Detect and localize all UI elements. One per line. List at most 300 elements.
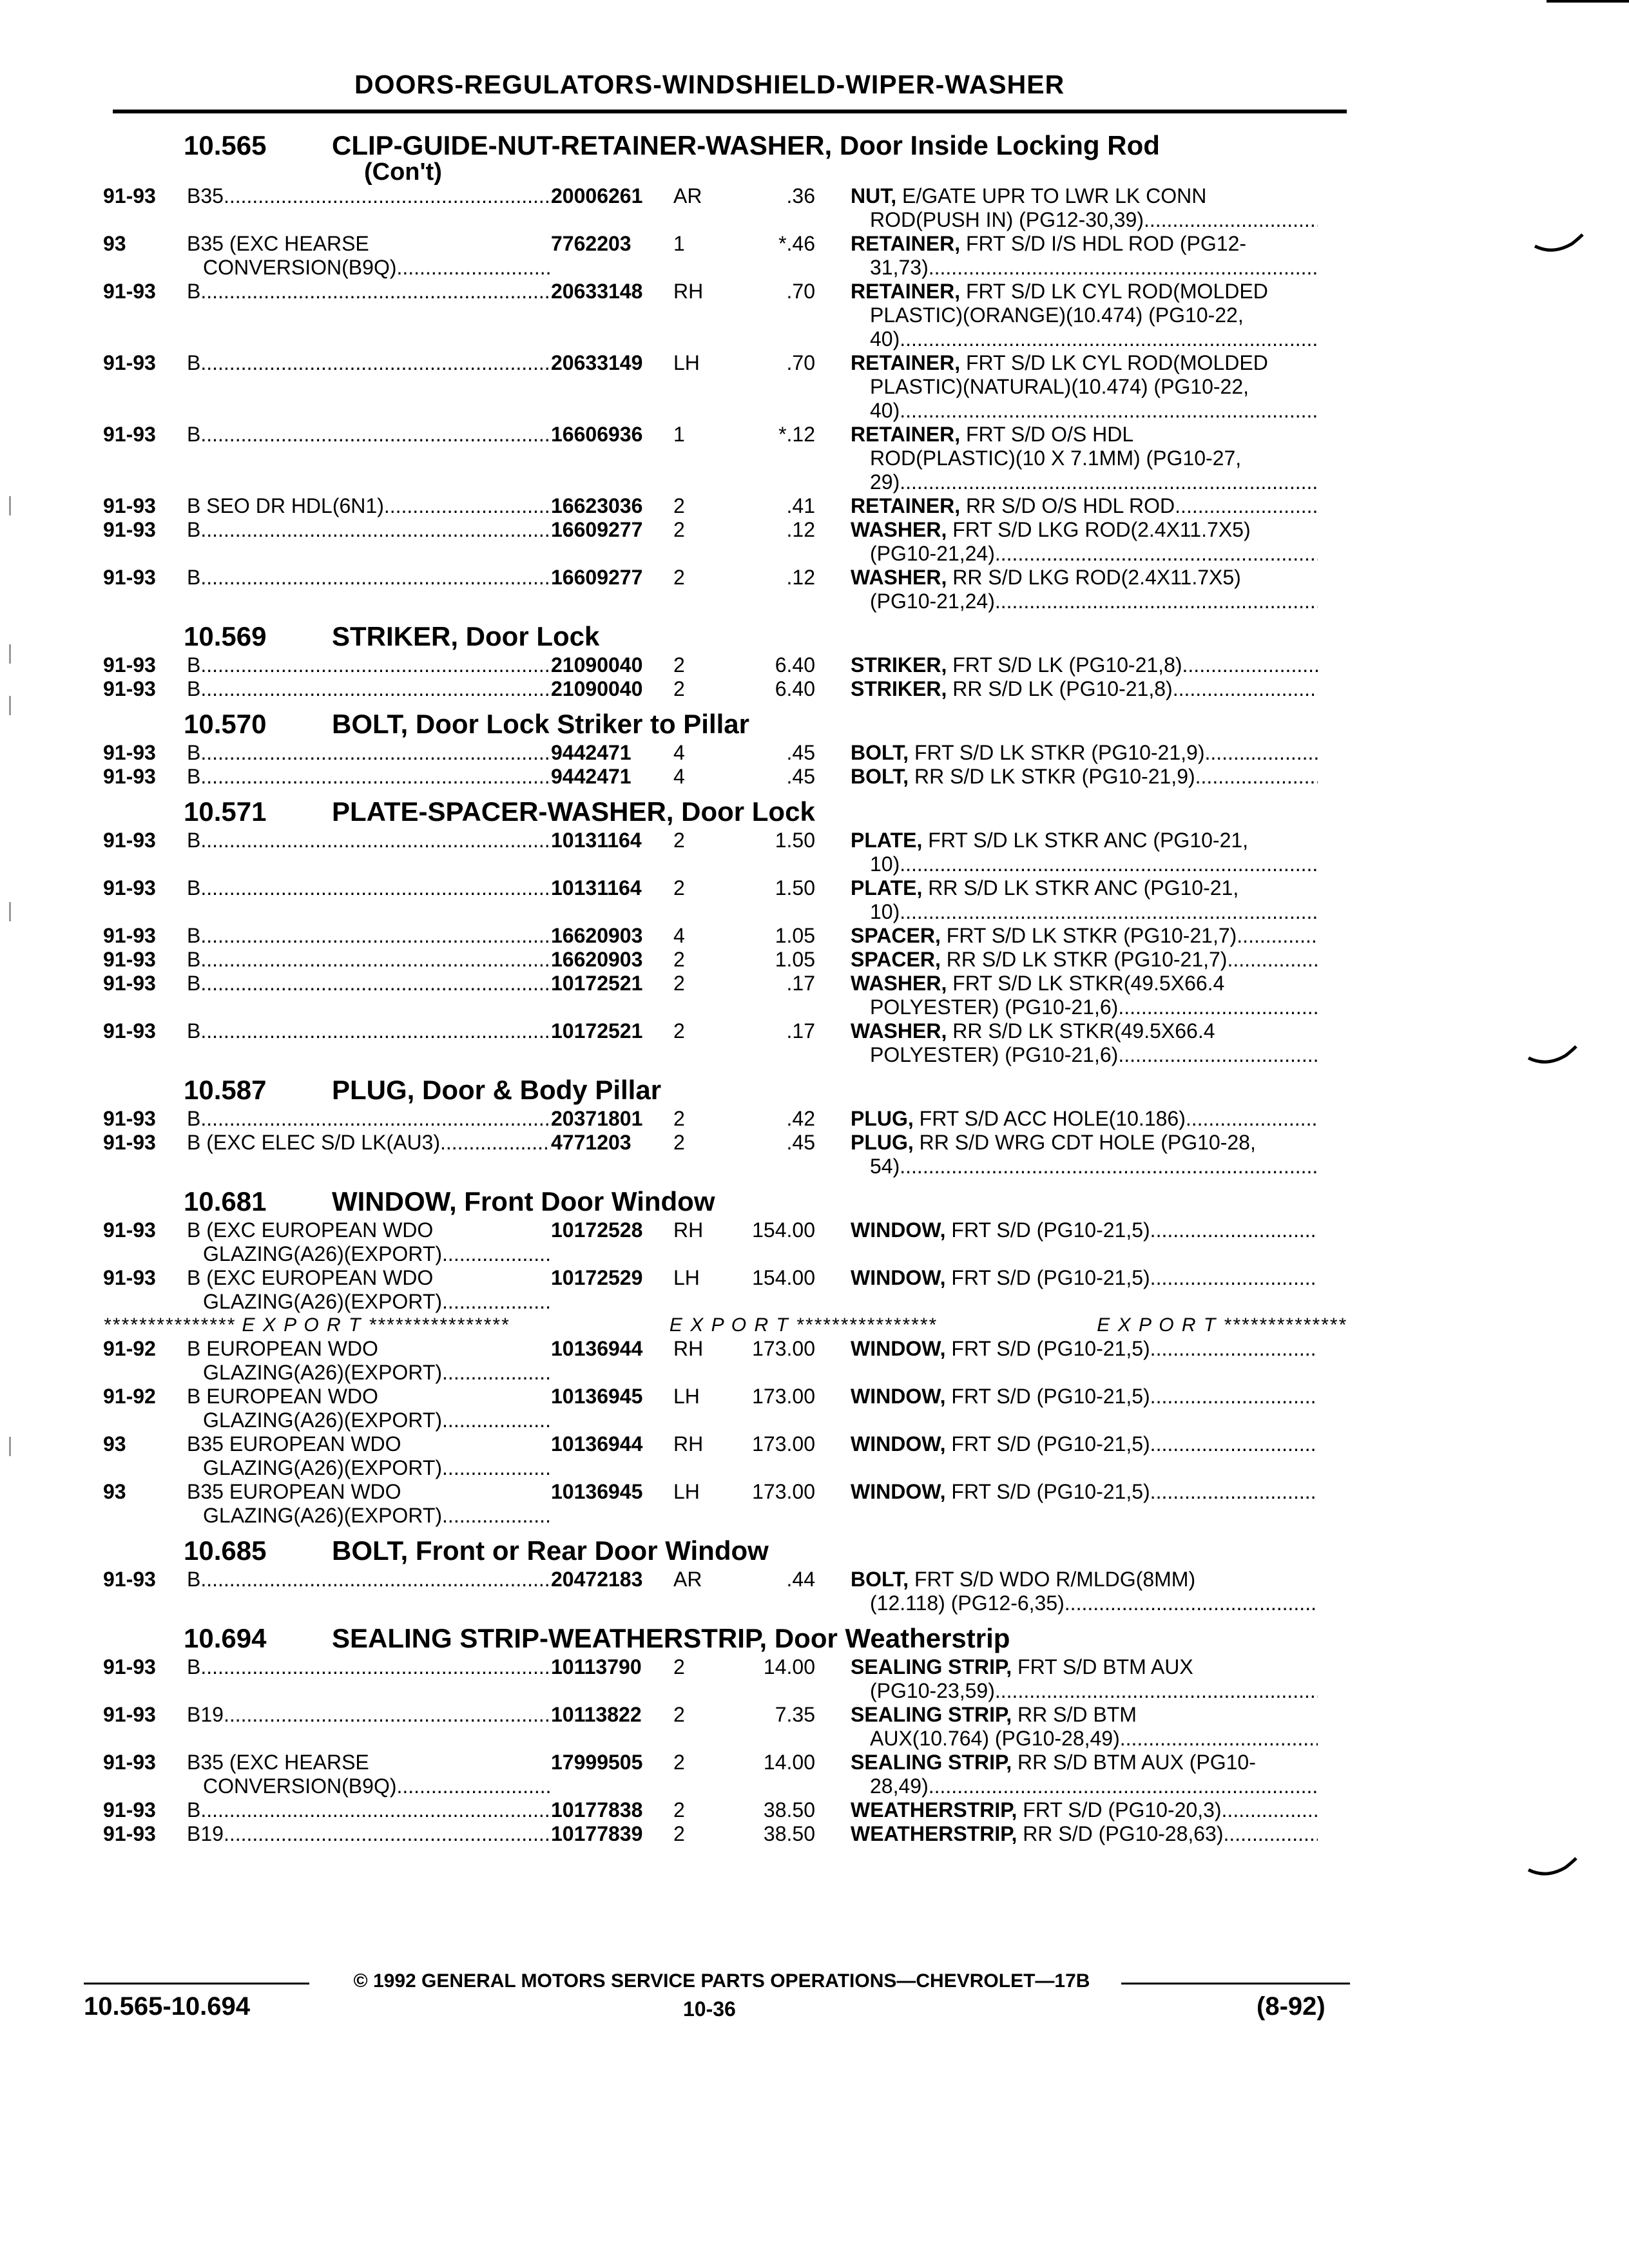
description-keyword: WASHER,	[851, 518, 947, 541]
part-number: 17999505	[551, 1751, 643, 1774]
model-text: B35 EUROPEAN WDO	[187, 1432, 401, 1456]
leader-dots	[200, 972, 551, 995]
table-row	[103, 1798, 1347, 1822]
description-cell	[851, 972, 1318, 1019]
model-text: B	[187, 677, 201, 700]
leader-dots	[995, 542, 1318, 566]
description-cell	[851, 494, 1318, 518]
model-text: B	[187, 423, 201, 446]
model-cell	[187, 1703, 551, 1751]
description-keyword: PLUG,	[851, 1107, 914, 1130]
price: 1.50	[775, 829, 815, 852]
leader-dots	[900, 470, 1318, 494]
model-text: CONVERSION(B9Q)	[203, 256, 397, 279]
description-keyword: RETAINER,	[851, 351, 961, 374]
description-line	[851, 924, 1318, 948]
description-line	[851, 1385, 1318, 1408]
year-range: 91-93	[103, 566, 156, 589]
leader-dots	[995, 590, 1318, 613]
description-text: FRT S/D I/S HDL ROD (PG12-	[960, 232, 1247, 255]
quantity: LH	[673, 351, 700, 374]
leader-dots	[1065, 1591, 1318, 1615]
page-title: DOORS-REGULATORS-WINDSHIELD-WIPER-WASHER	[354, 70, 1065, 99]
leader-dots	[995, 1679, 1318, 1703]
description-keyword: RETAINER,	[851, 494, 961, 517]
quantity: 2	[673, 829, 685, 852]
part-number: 10113822	[551, 1703, 642, 1726]
table-row	[103, 1385, 1347, 1432]
description-line	[851, 829, 1318, 852]
description-text: FRT S/D LK STKR(49.5X66.4	[947, 972, 1225, 995]
model-text: B (EXC EUROPEAN WDO	[187, 1266, 434, 1289]
description-text: RR S/D LK (PG10-21,8)	[947, 677, 1173, 700]
check-mark-icon	[1527, 1044, 1579, 1070]
description-keyword: WASHER,	[851, 566, 947, 589]
table-row	[103, 1822, 1347, 1846]
year-range: 91-93	[103, 677, 156, 700]
description-cell	[851, 1655, 1318, 1703]
quantity: 2	[673, 677, 685, 700]
year-range: 91-93	[103, 948, 156, 971]
quantity: LH	[673, 1266, 700, 1289]
footer-rule-right	[1121, 1983, 1350, 1984]
description-text: RR S/D O/S HDL ROD	[960, 494, 1175, 517]
model-line	[187, 1751, 551, 1774]
leader-dots	[442, 1504, 551, 1528]
model-cell	[187, 741, 551, 765]
leader-dots	[1120, 1727, 1318, 1751]
model-cell	[187, 1480, 551, 1528]
description-text: FRT S/D BTM AUX	[1012, 1655, 1193, 1678]
model-text: B	[187, 1568, 201, 1591]
model-line	[187, 280, 551, 303]
description-text: RR S/D WRG CDT HOLE (PG10-28,	[913, 1131, 1256, 1154]
description-text: AUX(10.764) (PG10-28,49)	[870, 1727, 1120, 1750]
model-text: B	[187, 1107, 201, 1130]
price: 173.00	[752, 1385, 815, 1408]
model-text: B19	[187, 1822, 224, 1845]
model-cell	[187, 1107, 551, 1131]
description-text: 31,73)	[870, 256, 929, 279]
part-number: 16606936	[551, 423, 643, 446]
model-line	[187, 1385, 551, 1408]
description-line	[851, 566, 1318, 590]
table-row	[103, 972, 1347, 1019]
price: 7.35	[775, 1703, 815, 1726]
model-text: GLAZING(A26)(EXPORT)	[203, 1456, 443, 1479]
footer-section-range: 10.565-10.694	[84, 1992, 251, 2021]
table-row	[103, 566, 1347, 613]
description-line	[851, 1019, 1318, 1043]
section-header	[103, 709, 1347, 740]
leader-dots	[200, 948, 551, 972]
section-title-group	[332, 1186, 715, 1217]
section-subtitle: (Con't)	[364, 159, 442, 186]
price: .12	[786, 566, 815, 589]
leader-dots	[1186, 1107, 1318, 1131]
description-cell	[851, 1751, 1318, 1798]
quantity: 4	[673, 741, 685, 764]
model-text: B35 EUROPEAN WDO	[187, 1480, 401, 1503]
part-number: 21090040	[551, 653, 643, 677]
description-cell	[851, 1432, 1318, 1480]
description-line	[851, 351, 1318, 375]
leader-dots	[396, 256, 551, 280]
description-line	[851, 1218, 1318, 1242]
description-keyword: BOLT,	[851, 741, 909, 764]
leader-dots	[200, 423, 551, 447]
quantity: AR	[673, 1568, 702, 1591]
quantity: 2	[673, 948, 685, 971]
table-row	[103, 924, 1347, 948]
model-text: B35 (EXC HEARSE	[187, 232, 369, 255]
model-cell	[187, 876, 551, 924]
model-line	[187, 351, 551, 375]
model-line	[187, 1798, 551, 1822]
description-line	[851, 184, 1318, 208]
description-text: FRT S/D LK CYL ROD(MOLDED	[960, 351, 1268, 374]
model-line	[187, 1568, 551, 1591]
description-text: FRT S/D (PG10-20,3)	[1017, 1798, 1222, 1821]
price: 14.00	[763, 1655, 815, 1678]
leader-dots	[200, 924, 551, 948]
footer-copyright: © 1992 GENERAL MOTORS SERVICE PARTS OPERATIONS—CHEVROLET—17B	[353, 1970, 1090, 1992]
quantity: 2	[673, 972, 685, 995]
model-line	[187, 1131, 551, 1155]
leader-dots	[900, 852, 1318, 876]
leader-dots	[384, 494, 551, 518]
year-range: 91-93	[103, 765, 156, 788]
model-cell	[187, 1432, 551, 1480]
description-line	[851, 765, 1318, 789]
quantity: RH	[673, 1337, 704, 1360]
section-title: SEALING STRIP-WEATHERSTRIP, Door Weatherstrip	[332, 1623, 1010, 1653]
description-line	[851, 653, 1318, 677]
description-text: (PG10-21,24)	[870, 590, 995, 613]
quantity: 2	[673, 1131, 685, 1154]
description-line	[851, 1655, 1318, 1679]
description-cell	[851, 948, 1318, 972]
model-text: B EUROPEAN WDO	[187, 1385, 378, 1408]
leader-dots	[224, 1822, 551, 1846]
model-text: B	[187, 829, 201, 852]
section-code: 10.571	[184, 796, 267, 827]
model-cell	[187, 1568, 551, 1615]
model-cell	[187, 1822, 551, 1846]
model-line	[187, 1703, 551, 1727]
price: 173.00	[752, 1432, 815, 1456]
header-rule	[113, 110, 1347, 113]
leader-dots	[900, 399, 1318, 423]
quantity: 2	[673, 518, 685, 541]
year-range: 91-93	[103, 972, 156, 995]
year-range: 91-93	[103, 1218, 156, 1242]
description-line	[851, 1774, 1318, 1798]
leader-dots	[929, 1774, 1318, 1798]
leader-dots	[1195, 765, 1318, 789]
part-number: 10131164	[551, 876, 642, 899]
model-line	[187, 876, 551, 900]
model-cell	[187, 1385, 551, 1432]
section-title: PLATE-SPACER-WASHER, Door Lock	[332, 796, 815, 827]
leader-dots	[200, 280, 551, 303]
description-text: (12.118) (PG12-6,35)	[870, 1591, 1065, 1615]
footer-date: (8-92)	[1257, 1992, 1325, 2021]
model-text: B35 (EXC HEARSE	[187, 1751, 369, 1774]
section-title-group	[332, 130, 1160, 186]
table-row	[103, 1568, 1347, 1615]
price: *.12	[778, 423, 815, 446]
description-text: RR S/D BTM AUX (PG10-	[1012, 1751, 1256, 1774]
part-number: 10172521	[551, 972, 643, 995]
description-cell	[851, 566, 1318, 613]
quantity: 2	[673, 1655, 685, 1678]
model-text: GLAZING(A26)(EXPORT)	[203, 1290, 443, 1313]
description-text: 29)	[870, 470, 900, 494]
part-number: 10172528	[551, 1218, 643, 1242]
check-mark-icon	[1534, 232, 1585, 258]
model-line	[187, 653, 551, 677]
corner-rule	[1547, 0, 1629, 3]
description-line	[851, 327, 1318, 351]
leader-dots	[1150, 1432, 1318, 1456]
quantity: 2	[673, 494, 685, 517]
year-range: 91-92	[103, 1337, 156, 1360]
table-row	[103, 423, 1347, 494]
model-line	[187, 1456, 551, 1480]
model-line	[187, 1774, 551, 1798]
description-cell	[851, 351, 1318, 423]
description-line	[851, 1131, 1318, 1155]
section-header	[103, 1075, 1347, 1106]
leader-dots	[396, 1774, 551, 1798]
quantity: 2	[673, 1798, 685, 1821]
description-keyword: RETAINER,	[851, 423, 961, 446]
model-text: GLAZING(A26)(EXPORT)	[203, 1408, 443, 1432]
description-text: ROD(PUSH IN) (PG12-30,39)	[870, 208, 1144, 231]
description-line	[851, 494, 1318, 518]
quantity: 2	[673, 566, 685, 589]
description-text: 28,49)	[870, 1774, 929, 1798]
leader-dots	[442, 1361, 551, 1385]
description-text: E/GATE UPR TO LWR LK CONN	[896, 184, 1207, 207]
table-row	[103, 653, 1347, 677]
table-row	[103, 876, 1347, 924]
section-header	[103, 1623, 1347, 1654]
model-cell	[187, 423, 551, 494]
part-number: 16623036	[551, 494, 643, 517]
model-text: B EUROPEAN WDO	[187, 1337, 378, 1360]
quantity: 4	[673, 765, 685, 788]
description-text: FRT S/D ACC HOLE(10.186)	[913, 1107, 1186, 1130]
description-cell	[851, 232, 1318, 280]
price: .45	[786, 1131, 815, 1154]
year-range: 91-93	[103, 1703, 156, 1726]
model-text: B	[187, 280, 201, 303]
price: .45	[786, 741, 815, 764]
description-line	[851, 1822, 1318, 1846]
model-cell	[187, 1131, 551, 1178]
description-keyword: PLUG,	[851, 1131, 914, 1154]
description-keyword: SEALING STRIP,	[851, 1655, 1012, 1678]
description-cell	[851, 1019, 1318, 1067]
leader-dots	[200, 1107, 551, 1131]
export-label: *************** E X P O R T ****************	[103, 1314, 510, 1336]
description-cell	[851, 1822, 1318, 1846]
description-cell	[851, 829, 1318, 876]
model-text: B35	[187, 184, 224, 207]
leader-dots	[442, 1242, 551, 1266]
quantity: AR	[673, 184, 702, 207]
part-number: 16609277	[551, 566, 643, 589]
description-line	[851, 1337, 1318, 1361]
leader-dots	[1175, 494, 1318, 518]
section-title: BOLT, Front or Rear Door Window	[332, 1535, 769, 1566]
price: .70	[786, 280, 815, 303]
year-range: 91-92	[103, 1385, 156, 1408]
year-range: 91-93	[103, 518, 156, 541]
description-keyword: SPACER,	[851, 948, 941, 971]
description-keyword: SPACER,	[851, 924, 941, 947]
description-line	[851, 423, 1318, 447]
model-cell	[187, 1337, 551, 1385]
check-mark-icon	[1527, 1856, 1579, 1881]
leader-dots	[200, 653, 551, 677]
model-text: B	[187, 518, 201, 541]
table-row	[103, 1218, 1347, 1266]
part-number: 20371801	[551, 1107, 643, 1130]
footer-page-number: 10-36	[683, 1997, 736, 2021]
description-cell	[851, 677, 1318, 701]
leader-dots	[1173, 677, 1318, 701]
leader-dots	[1150, 1218, 1318, 1242]
model-text: B	[187, 1655, 201, 1678]
description-cell	[851, 765, 1318, 789]
description-keyword: WINDOW,	[851, 1432, 946, 1456]
table-row	[103, 948, 1347, 972]
section-title-group	[332, 1623, 1010, 1654]
year-range: 91-93	[103, 184, 156, 207]
description-text: FRT S/D (PG10-21,5)	[945, 1218, 1150, 1242]
description-cell	[851, 741, 1318, 765]
part-number: 21090040	[551, 677, 643, 700]
description-line	[851, 447, 1318, 470]
model-cell	[187, 1655, 551, 1703]
export-label: E X P O R T ****************	[669, 1314, 937, 1336]
leader-dots	[1144, 208, 1318, 232]
model-line	[187, 494, 551, 518]
description-keyword: STRIKER,	[851, 653, 947, 677]
description-text: FRT S/D LK STKR (PG10-21,7)	[940, 924, 1237, 947]
price: .42	[786, 1107, 815, 1130]
model-cell	[187, 184, 551, 232]
part-number: 20633148	[551, 280, 643, 303]
section-title: WINDOW, Front Door Window	[332, 1186, 715, 1216]
description-line	[851, 972, 1318, 995]
table-row	[103, 518, 1347, 566]
leader-dots	[200, 1019, 551, 1043]
description-text: FRT S/D LK STKR (PG10-21,9)	[909, 741, 1205, 764]
leader-dots	[1150, 1385, 1318, 1408]
quantity: LH	[673, 1480, 700, 1503]
description-line	[851, 1703, 1318, 1727]
description-keyword: NUT,	[851, 184, 897, 207]
part-number: 7762203	[551, 232, 631, 255]
year-range: 91-93	[103, 653, 156, 677]
description-line	[851, 256, 1318, 280]
punch-hole-mark	[9, 644, 11, 664]
model-text: B	[187, 741, 201, 764]
section-title-group	[332, 621, 599, 652]
model-text: B	[187, 351, 201, 374]
part-number: 9442471	[551, 741, 631, 764]
part-number: 16609277	[551, 518, 643, 541]
year-range: 91-93	[103, 280, 156, 303]
description-cell	[851, 1703, 1318, 1751]
year-range: 91-93	[103, 1131, 156, 1154]
leader-dots	[200, 829, 551, 852]
leader-dots	[1237, 924, 1318, 948]
table-row	[103, 1751, 1347, 1798]
model-line	[187, 1655, 551, 1679]
description-line	[851, 900, 1318, 924]
model-cell	[187, 924, 551, 948]
table-row	[103, 1019, 1347, 1067]
model-line	[187, 1019, 551, 1043]
section-header	[103, 1535, 1347, 1566]
description-line	[851, 280, 1318, 303]
description-text: FRT S/D (PG10-21,5)	[945, 1266, 1150, 1289]
model-text: GLAZING(A26)(EXPORT)	[203, 1361, 443, 1384]
section-code: 10.570	[184, 709, 267, 739]
description-keyword: SEALING STRIP,	[851, 1751, 1012, 1774]
model-line	[187, 972, 551, 995]
year-range: 93	[103, 232, 126, 255]
leader-dots	[1150, 1337, 1318, 1361]
description-line	[851, 208, 1318, 232]
year-range: 91-93	[103, 1266, 156, 1289]
part-number: 10177838	[551, 1798, 643, 1821]
model-text: B (EXC ELEC S/D LK(AU3)	[187, 1131, 440, 1154]
part-number: 10136945	[551, 1385, 643, 1408]
section-code: 10.685	[184, 1535, 267, 1566]
model-cell	[187, 494, 551, 518]
description-keyword: PLATE,	[851, 829, 923, 852]
table-row	[103, 232, 1347, 280]
footer-rule-left	[84, 1983, 309, 1984]
model-line	[187, 1266, 551, 1290]
model-line	[187, 1822, 551, 1846]
model-line	[187, 1361, 551, 1385]
description-cell	[851, 1480, 1318, 1528]
description-text: FRT S/D (PG10-21,5)	[945, 1385, 1150, 1408]
year-range: 91-93	[103, 1751, 156, 1774]
table-row	[103, 184, 1347, 232]
table-row	[103, 494, 1347, 518]
description-line	[851, 948, 1318, 972]
model-text: B	[187, 924, 201, 947]
leader-dots	[200, 741, 551, 765]
description-text: FRT S/D LK (PG10-21,8)	[947, 653, 1182, 677]
model-cell	[187, 948, 551, 972]
leader-dots	[900, 327, 1318, 351]
description-line	[851, 1679, 1318, 1703]
description-keyword: RETAINER,	[851, 232, 961, 255]
part-number: 10113790	[551, 1655, 642, 1678]
model-cell	[187, 765, 551, 789]
description-line	[851, 232, 1318, 256]
table-row	[103, 677, 1347, 701]
